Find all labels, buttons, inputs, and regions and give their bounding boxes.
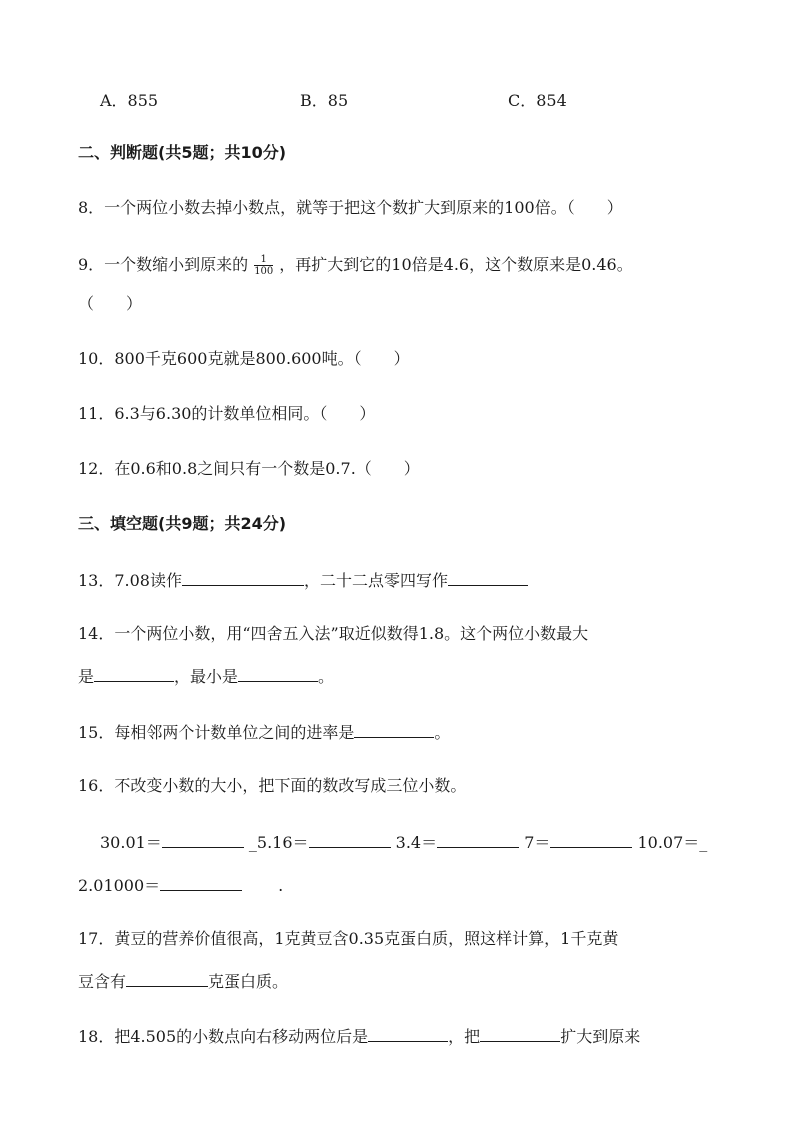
- conversion-item-1: 30.01＝: [100, 833, 162, 852]
- fraction-numerator: 1: [254, 254, 273, 266]
- question-12: 12．在0.6和0.8之间只有一个数是0.7.（ ）: [78, 459, 420, 478]
- question-16: 16．不改变小数的大小，把下面的数改写成三位小数。: [78, 776, 467, 795]
- question-13-text-a: 13．7.08读作: [78, 571, 182, 590]
- answer-blank[interactable]: [448, 569, 528, 586]
- question-17-text-a: 豆含有: [78, 972, 127, 991]
- answer-blank[interactable]: [368, 1025, 448, 1042]
- question-17-line-2: [78, 970, 288, 992]
- question-18-text-c: 扩大到原来: [560, 1027, 641, 1046]
- conversion-item-6: 2.01000＝: [78, 876, 161, 895]
- conversion-item-3: 3.4＝: [395, 833, 438, 852]
- question-13-text-b: ，二十二点零四写作: [304, 571, 449, 590]
- question-17-text-b: 克蛋白质。: [208, 972, 289, 991]
- answer-blank[interactable]: [309, 831, 391, 848]
- answer-blank[interactable]: [162, 831, 244, 848]
- answer-blank[interactable]: [126, 970, 208, 987]
- answer-blank[interactable]: [182, 569, 304, 586]
- trailing-period: .: [278, 876, 284, 895]
- question-9: [78, 254, 633, 277]
- question-14-line-1: 14．一个两位小数，用“四舍五入法”取近似数得1.8。这个两位小数最大: [78, 624, 589, 643]
- question-15: [78, 721, 450, 743]
- conversion-item-4: 7＝: [524, 833, 551, 852]
- question-15-text-a: 15．每相邻两个计数单位之间的进率是: [78, 723, 355, 742]
- conversion-item-5: 10.07＝_: [637, 833, 708, 852]
- answer-blank[interactable]: [354, 721, 434, 738]
- question-13: [78, 569, 528, 591]
- conversion-item-2: _5.16＝: [248, 833, 309, 852]
- question-14-text-a: 是: [78, 667, 95, 686]
- question-9-text-b: ，再扩大到它的10倍是4.6，这个数原来是0.46。: [279, 255, 633, 274]
- question-15-text-b: 。: [434, 723, 451, 742]
- question-11: 11．6.3与6.30的计数单位相同。（ ）: [78, 404, 376, 423]
- question-10: 10．800千克600克就是800.600吨。（ ）: [78, 349, 410, 368]
- question-18-text-b: ，把: [448, 1027, 481, 1046]
- question-17-line-1: 17．黄豆的营养价值很高，1克黄豆含0.35克蛋白质，照这样计算，1千克黄: [78, 929, 619, 948]
- section-3-title: 三、填空题(共9题；共24分): [78, 514, 287, 533]
- question-14-text-b: ，最小是: [174, 667, 239, 686]
- fraction-one-hundredth: [254, 254, 273, 277]
- section-2-title: 二、判断题(共5题；共10分): [78, 143, 287, 162]
- answer-blank[interactable]: [160, 874, 242, 891]
- question-9-answer-paren: （ ）: [78, 294, 143, 313]
- answer-blank[interactable]: [480, 1025, 560, 1042]
- option-c: C．854: [508, 91, 567, 110]
- question-14-text-c: 。: [318, 667, 335, 686]
- option-b: B．85: [300, 91, 349, 110]
- fraction-denominator: 100: [254, 266, 274, 277]
- question-14-line-2: [78, 665, 334, 687]
- question-18: [78, 1025, 640, 1047]
- question-18-text-a: 18．把4.505的小数点向右移动两位后是: [78, 1027, 369, 1046]
- answer-blank[interactable]: [550, 831, 632, 848]
- answer-blank[interactable]: [238, 665, 318, 682]
- question-16-line-2: [78, 874, 283, 896]
- option-a: A．855: [100, 91, 159, 110]
- answer-blank[interactable]: [437, 831, 519, 848]
- question-16-items: [100, 831, 707, 853]
- question-9-text-a: 9．一个数缩小到原来的: [78, 255, 249, 274]
- answer-blank[interactable]: [94, 665, 174, 682]
- question-8: 8．一个两位小数去掉小数点，就等于把这个数扩大到原来的100倍。（ ）: [78, 198, 623, 217]
